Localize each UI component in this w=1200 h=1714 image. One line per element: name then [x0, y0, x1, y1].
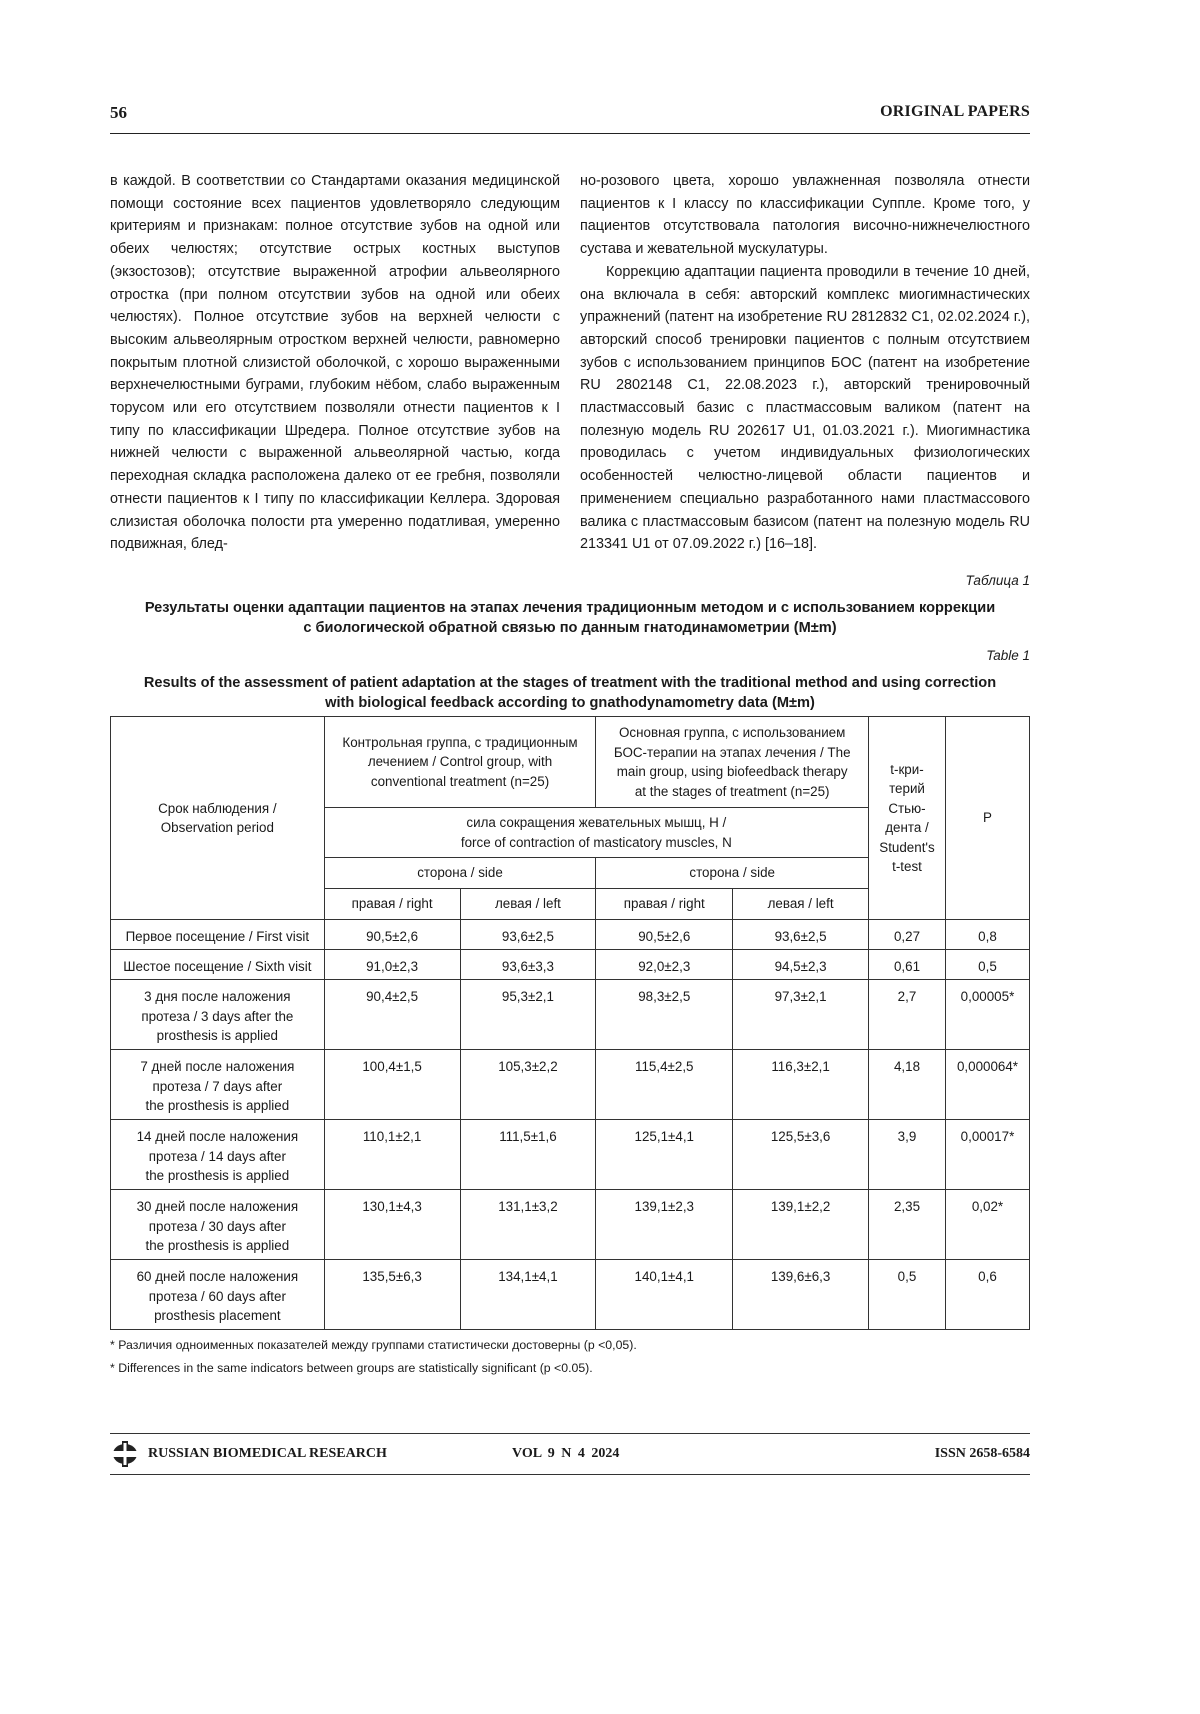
cell-t: 3,9 [869, 1120, 946, 1190]
table-title-line: with biological feedback according to gnathodynamometry data (M±m) [325, 695, 815, 711]
cell-main-right: 125,1±4,1 [596, 1120, 733, 1190]
cell-p: 0,00005* [945, 980, 1029, 1050]
cell-control-right: 135,5±6,3 [324, 1260, 460, 1330]
cell-main-right: 90,5±2,6 [596, 920, 733, 950]
cell-control-right: 90,4±2,5 [324, 980, 460, 1050]
table-row [111, 950, 1030, 980]
cell-control-left: 111,5±1,6 [460, 1120, 596, 1190]
cell-p: 0,6 [945, 1260, 1029, 1330]
header-control-group: Контрольная группа, с традиционным лечением / Control group, with conventional treatment (n=25) [324, 717, 596, 808]
cell-p: 0,8 [945, 920, 1029, 950]
table-title-line: Результаты оценки адаптации пациентов на этапах лечения традиционным методом и с использованием коррекции [144, 600, 996, 616]
header-right-main: правая / right [596, 889, 733, 920]
cell-control-right: 130,1±4,3 [324, 1190, 460, 1260]
cell-period: Шестое посещение / Sixth visit [111, 950, 325, 980]
table-row [111, 1050, 1030, 1120]
cell-t: 2,35 [869, 1190, 946, 1260]
paragraph: Коррекцию адаптации пациента проводили в течение 10 дней, она включала в себя: авторский комплекс миогимнастических упражнений (патент на изобретение RU 2812832 C1, 02.02.2024 г.), авторский способ тренировки пациентов с полным отсутствием зубов с использованием принципов БОС (патент на изобретение RU 2802148 C1, 22.08.2023 г.), авторский тренировочный пластмассовый базис с пластмассовым валиком (патент на полезную модель RU 202617 U1, 01.03.2021 г.). Миогимнастика проводилась с учетом индивидуальных физиологических особенностей челюстно-лицевой области пациентов и применением специально разработанного нами пластмассового валика с пластмассовым базисом (патент на полезную модель RU 213341 U1 от 07.09.2022 г.) [16–18]. [580, 263, 1030, 553]
cell-control-right: 90,5±2,6 [324, 920, 460, 950]
cell-p: 0,000064* [945, 1050, 1029, 1120]
table-row [111, 1260, 1030, 1330]
page-number: 56 [110, 103, 127, 122]
body-column-left [110, 170, 560, 556]
cell-main-left: 125,5±3,6 [733, 1120, 869, 1190]
cell-p: 0,02* [945, 1190, 1029, 1260]
page-header [110, 101, 1030, 134]
table-title-ru [110, 598, 1030, 638]
header-left-control: левая / left [460, 889, 596, 920]
table-row [111, 980, 1030, 1050]
cell-main-left: 116,3±2,1 [733, 1050, 869, 1120]
cell-control-left: 134,1±4,1 [460, 1260, 596, 1330]
page-footer [110, 1433, 1030, 1475]
header-right-control: правая / right [324, 889, 460, 920]
cell-period: Первое посещение / First visit [111, 920, 325, 950]
journal-logo-icon [110, 1440, 140, 1468]
volume-issue: VOL 9 N 4 2024 [512, 1446, 620, 1461]
header-side-main: сторона / side [596, 858, 869, 889]
table-label-en: Table 1 [986, 648, 1030, 663]
table-row [111, 1190, 1030, 1260]
cell-t: 0,61 [869, 950, 946, 980]
cell-main-right: 139,1±2,3 [596, 1190, 733, 1260]
journal-name: RUSSIAN BIOMEDICAL RESEARCH [148, 1446, 387, 1461]
table-label-ru: Таблица 1 [965, 573, 1030, 588]
cell-t: 0,5 [869, 1260, 946, 1330]
results-table [110, 716, 1030, 1330]
cell-main-left: 139,6±6,3 [733, 1260, 869, 1330]
table-title-line: Results of the assessment of patient adaptation at the stages of treatment with the traditional method and using correction [143, 675, 997, 691]
cell-period: 14 дней после наложения протеза / 14 days after the prosthesis is applied [111, 1120, 325, 1190]
cell-main-left: 97,3±2,1 [733, 980, 869, 1050]
table-title-en [110, 673, 1030, 713]
cell-main-right: 92,0±2,3 [596, 950, 733, 980]
cell-main-left: 94,5±2,3 [733, 950, 869, 980]
cell-main-left: 93,6±2,5 [733, 920, 869, 950]
section-title: ORIGINAL PAPERS [880, 103, 1030, 120]
cell-period: 7 дней после наложения протеза / 7 days after the prosthesis is applied [111, 1050, 325, 1120]
cell-main-right: 98,3±2,5 [596, 980, 733, 1050]
cell-period: 30 дней после наложения протеза / 30 days after the prosthesis is applied [111, 1190, 325, 1260]
body-column-right [580, 170, 1030, 556]
cell-main-right: 115,4±2,5 [596, 1050, 733, 1120]
header-force: сила сокращения жевательных мышц, Н / force of contraction of masticatory muscles, N [324, 808, 868, 858]
cell-control-left: 105,3±2,2 [460, 1050, 596, 1120]
paragraph: но-розового цвета, хорошо увлажненная позволяла отнести пациентов к I классу по классификации Суппле. Кроме того, у пациентов отсутствовала патология височно-нижнечелюстного сустава и жевательной мускулатуры. [580, 173, 1030, 258]
cell-t: 0,27 [869, 920, 946, 950]
table-row [111, 1120, 1030, 1190]
paragraph: в каждой. В соответствии со Стандартами оказания медицинской помощи состояние всех пациентов удовлетворяло следующим критериям и признакам: полное отсутствие зубов на одной или обеих челюстях; отсутствие острых костных выступов (экзостозов); отсутствие выраженной атрофии альвеолярного отростка (при полном отсутствии зубов на одной или обеих челюстях). Полное отсутствие зубов на верхней челюсти с высоким альвеолярным отростком верхней челюсти, равномерно покрытым плотной слизистой оболочкой, с хорошо выраженными верхнечелюстными буграми, глубоким нёбом, слабо выраженным торусом или его отсутствием позволяли отнести пациентов к I типу по классификации Шредера. Полное отсутствие зубов на нижней челюсти с выраженной альвеолярной частью, когда переходная складка расположена далеко от ее гребня, позволяли отнести пациентов к I типу по классификации Келлера. Здоровая слизистая оболочка полости рта умеренно податливая, умеренно подвижная, блед- [110, 173, 560, 553]
footnote-en: * Differences in the same indicators between groups are statistically significant (p <0.05). [110, 1361, 593, 1375]
cell-main-right: 140,1±4,1 [596, 1260, 733, 1330]
table-row [111, 920, 1030, 950]
cell-control-right: 110,1±2,1 [324, 1120, 460, 1190]
cell-t: 4,18 [869, 1050, 946, 1120]
header-p-value: P [945, 717, 1029, 920]
cell-control-left: 93,6±3,3 [460, 950, 596, 980]
issn: ISSN 2658-6584 [934, 1446, 1030, 1461]
header-left-main: левая / left [733, 889, 869, 920]
header-observation-period: Срок наблюдения / Observation period [111, 717, 325, 920]
table-title-line: с биологической обратной связью по данным гнатодинамометрии (M±m) [303, 620, 837, 636]
footnote-ru: * Различия одноименных показателей между группами статистически достоверны (p <0,05). [110, 1338, 637, 1352]
cell-control-left: 131,1±3,2 [460, 1190, 596, 1260]
cell-p: 0,00017* [945, 1120, 1029, 1190]
cell-period: 60 дней после наложения протеза / 60 days after prosthesis placement [111, 1260, 325, 1330]
header-side-control: сторона / side [324, 858, 596, 889]
cell-control-left: 93,6±2,5 [460, 920, 596, 950]
cell-p: 0,5 [945, 950, 1029, 980]
cell-control-right: 91,0±2,3 [324, 950, 460, 980]
header-main-group: Основная группа, с использованием БОС-терапии на этапах лечения / The main group, using biofeedback therapy at the stages of treatment (n=25) [596, 717, 869, 808]
cell-t: 2,7 [869, 980, 946, 1050]
cell-main-left: 139,1±2,2 [733, 1190, 869, 1260]
cell-control-left: 95,3±2,1 [460, 980, 596, 1050]
header-t-test: t-кри- терий Стью- дента / Student's t-test [869, 717, 946, 920]
cell-period: 3 дня после наложения протеза / 3 days after the prosthesis is applied [111, 980, 325, 1050]
cell-control-right: 100,4±1,5 [324, 1050, 460, 1120]
